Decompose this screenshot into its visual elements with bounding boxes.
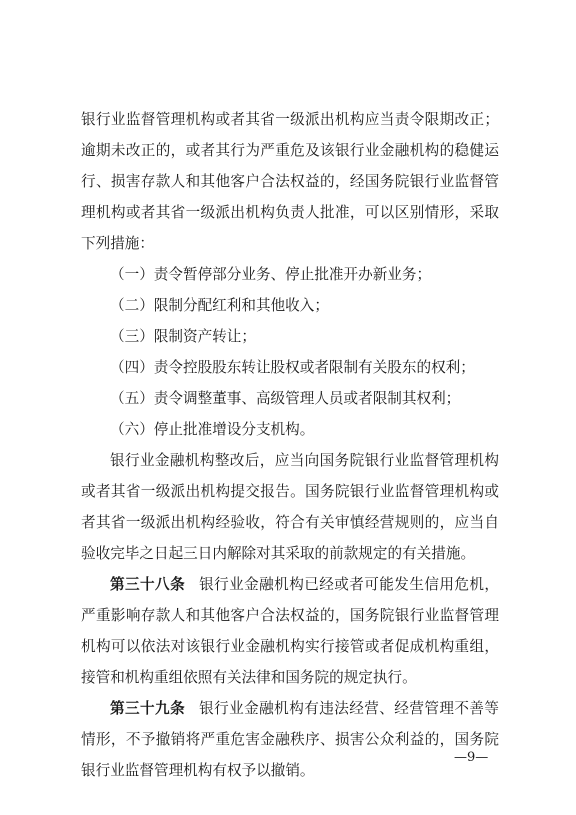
item-text: （三）限制资产转让； <box>110 328 256 345</box>
paragraph-text: 银行业监督管理机构或者其省一级派出机构应当责令限期改正；逾期未改正的，或者其行为严重危及该银行业金融机构的稳健运行、损害存款人和其他客户合法权益的，经国务院银行业监督管理机构或者其省一级派出机构负责人批准，可以区别情形，采取下列措施： <box>81 111 499 252</box>
item-text: （一）责令暂停部分业务、停止批准开办新业务； <box>110 266 432 283</box>
measure-item-5 <box>81 383 499 414</box>
article-number: 第三十九条 <box>110 700 186 717</box>
article-text: 银行业金融机构有违法经营、经营管理不善等情形，不予撤销将严重危害金融秩序、损害公众利益的，国务院银行业监督管理机构有权予以撤销。 <box>81 700 499 779</box>
item-text: （六）停止批准增设分支机构。 <box>110 421 315 438</box>
measure-item-2 <box>81 290 499 321</box>
item-text: （五）责令调整董事、高级管理人员或者限制其权利； <box>110 390 461 407</box>
article-text: 银行业金融机构已经或者可能发生信用危机，严重影响存款人和其他客户合法权益的，国务院银行业监督管理机构可以依法对该银行业金融机构实行接管或者促成机构重组，接管和机构重组依照有关法律和国务院的规定执行。 <box>81 576 499 686</box>
document-body <box>81 104 499 786</box>
measure-item-3 <box>81 321 499 352</box>
paragraph-rectification <box>81 445 499 569</box>
article-38 <box>81 569 499 693</box>
item-text: （二）限制分配红利和其他收入； <box>110 297 329 314</box>
measure-item-4 <box>81 352 499 383</box>
paragraph-text: 银行业金融机构整改后，应当向国务院银行业监督管理机构或者其省一级派出机构提交报告。国务院银行业监督管理机构或者其省一级派出机构经验收，符合有关审慎经营规则的，应当自验收完毕之日起三日内解除对其采取的前款规定的有关措施。 <box>81 452 499 562</box>
article-39 <box>81 693 499 786</box>
article-number: 第三十八条 <box>110 576 186 593</box>
paragraph-continued <box>81 104 499 259</box>
measure-item-6 <box>81 414 499 445</box>
measure-item-1 <box>81 259 499 290</box>
item-text: （四）责令控股股东转让股权或者限制有关股东的权利； <box>110 359 475 376</box>
page-number: —9— <box>454 750 489 765</box>
